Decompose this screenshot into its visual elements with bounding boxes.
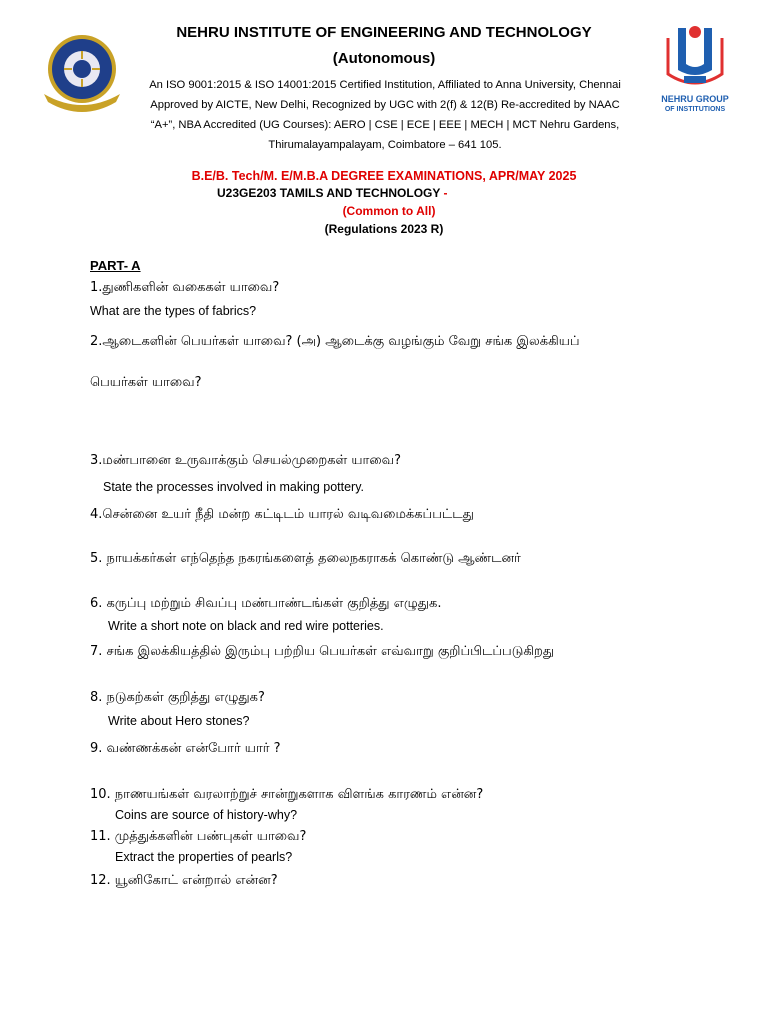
common-to-all: (Common to All) bbox=[342, 204, 436, 218]
question-6-english: Write a short note on black and red wire potteries. bbox=[108, 619, 384, 633]
question-11-tamil: 11. முத்துக்களின் பண்புகள் யாவை? bbox=[90, 829, 307, 844]
seal-icon bbox=[40, 32, 124, 114]
question-7-tamil: 7. சங்க இலக்கியத்தில் இரும்பு பற்றிய பெயர்கள் எவ்வாறு குறிப்பிடப்படுகிறது bbox=[90, 644, 555, 659]
address-line-4: Thirumalayampalayam, Coimbatore – 641 105. bbox=[268, 139, 502, 151]
question-2-tamil-line-2: பெயர்கள் யாவை? bbox=[90, 375, 202, 390]
question-12-tamil: 12. யூனிகோட் என்றால் என்ன? bbox=[90, 873, 278, 888]
question-4-tamil: 4.சென்னை உயர் நீதி மன்ற கட்டிடம் யாரல் வடிவமைக்கப்பட்டது bbox=[90, 507, 474, 522]
logo-text-group: NEHRU GROUP bbox=[661, 94, 729, 104]
course-dash: - bbox=[440, 186, 448, 200]
logo-text-institutions: OF INSTITUTIONS bbox=[664, 106, 726, 113]
address-line-1: An ISO 9001:2015 & ISO 14001:2015 Certified Institution, Affiliated to Anna University, Chennai bbox=[149, 79, 621, 91]
question-3-english: State the processes involved in making pottery. bbox=[103, 480, 365, 494]
question-8-tamil: 8. நடுகற்கள் குறித்து எழுதுக? bbox=[90, 690, 265, 705]
address-line-2: Approved by AICTE, New Delhi, Recognized by UGC with 2(f) & 12(B) Re-accredited by NAAC bbox=[150, 99, 620, 111]
regulations: (Regulations 2023 R) bbox=[324, 222, 444, 236]
question-10-tamil: 10. நாணயங்கள் வரலாற்றுச் சான்றுகளாக விளங்க காரணம் என்ன? bbox=[90, 787, 484, 802]
course-code-name: U23GE203 TAMILS AND TECHNOLOGY bbox=[217, 186, 441, 200]
exam-title: B.E/B. Tech/M. E/M.B.A DEGREE EXAMINATIONS, APR/MAY 2025 bbox=[191, 169, 577, 183]
institute-subtitle: (Autonomous) bbox=[332, 50, 436, 67]
question-5-tamil: 5. நாயக்கர்கள் எந்தெந்த நகரங்களைத் தலைநகராகக் கொண்டு ஆண்டனர் bbox=[90, 551, 521, 566]
part-a-heading: PART- A bbox=[90, 258, 141, 273]
question-9-tamil: 9. வண்ணக்கன் என்போர் யார் ? bbox=[90, 741, 281, 756]
question-1-english: What are the types of fabrics? bbox=[90, 304, 257, 318]
question-6-tamil: 6. கருப்பு மற்றும் சிவப்பு மண்பாண்டங்கள் குறித்து எழுதுக. bbox=[90, 596, 442, 611]
question-8-english: Write about Hero stones? bbox=[108, 714, 250, 728]
address-line-3: “A+”, NBA Accredited (UG Courses): AERO | CSE | ECE | EEE | MECH | MCT Nehru Gardens, bbox=[150, 119, 620, 131]
course-title bbox=[217, 186, 448, 200]
institute-title: NEHRU INSTITUTE OF ENGINEERING AND TECHNOLOGY bbox=[176, 24, 592, 41]
institute-seal-logo bbox=[40, 32, 124, 114]
question-2-tamil-line-1: 2.ஆடைகளின் பெயர்கள் யாவை? (அ) ஆடைக்கு வழங்கும் வேறு சங்க இலக்கியப் bbox=[90, 334, 580, 349]
question-3-tamil: 3.மண்பானை உருவாக்கும் செயல்முறைகள் யாவை? bbox=[90, 453, 401, 468]
question-11-english: Extract the properties of pearls? bbox=[115, 850, 293, 864]
question-1-tamil: 1.துணிகளின் வகைகள் யாவை? bbox=[90, 280, 280, 295]
question-10-english: Coins are source of history-why? bbox=[115, 808, 298, 822]
